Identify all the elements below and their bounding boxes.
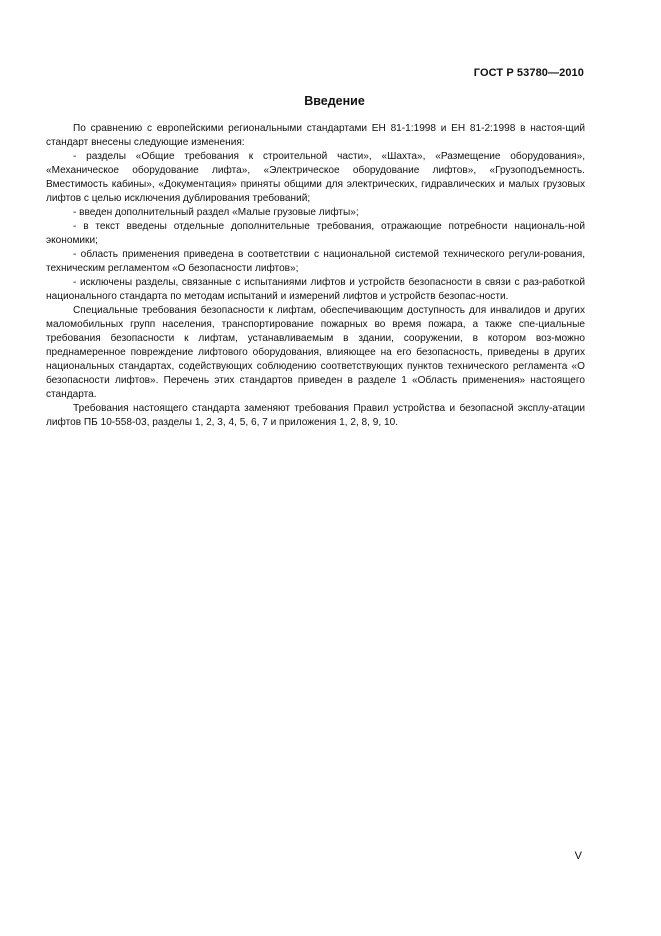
page-header: ГОСТ Р 53780—2010 (473, 67, 584, 79)
list-item-scope: - область применения приведена в соответствии с национальной системой технического регули-рования, техническим регламентом «О безопасности лифтов»; (46, 249, 585, 274)
paragraph-special-requirements: Специальные требования безопасности к лифтам, обеспечивающим доступность для инвалидов и других маломобильных групп населения, транспортирование пожарных во время пожара, а также спе-циальные требования безопасности к лифтам, устанавливаемым в здании, сооружении, в котором воз-можно преднамеренное повреждение лифтового оборудования, влияющее на его безопасность, приведены в других национальных стандартах, содействующих соблюдению соответствующих пунктов технического регламента «О безопасности лифтов». Перечень этих стандартов приведен в разделе 1 «Область применения» настоящего стандарта. (46, 305, 585, 400)
list-item-national-requirements: - в текст введены отдельные дополнительные требования, отражающие потребности националь-ной экономики; (46, 221, 585, 246)
page-number: V (574, 850, 582, 862)
list-item-tests-excluded: - исключены разделы, связанные с испытаниями лифтов и устройств безопасности в связи с раз-работкой национального стандарта по методам испытаний и измерений лифтов и устройств безопас-ности. (46, 277, 585, 302)
section-title: Введение (304, 94, 365, 108)
paragraph-intro: По сравнению с европейскими региональными стандартами ЕН 81-1:1998 и ЕН 81-2:1998 в настоя-щий стандарт внесены следующие изменения: (46, 123, 585, 148)
list-item-small-freight-lifts: - введен дополнительный раздел «Малые грузовые лифты»; (73, 207, 359, 218)
list-item-sections-merged: - разделы «Общие требования к строительной части», «Шахта», «Размещение оборудования», «Механическое оборудование лифта», «Электрическое оборудование лифтов», «Грузоподъемность. Вместимость кабины», «Документация» приняты общими для электрических, гидравлических и малых грузовых лифтов с целью исключения дублирования требований; (46, 151, 585, 204)
paragraph-replaces-rules: Требования настоящего стандарта заменяют требования Правил устройства и безопасной эксплу-атации лифтов ПБ 10-558-03, разделы 1, 2, 3, 4, 5, 6, 7 и приложения 1, 2, 8, 9, 10. (46, 403, 585, 428)
body-text (46, 122, 585, 430)
